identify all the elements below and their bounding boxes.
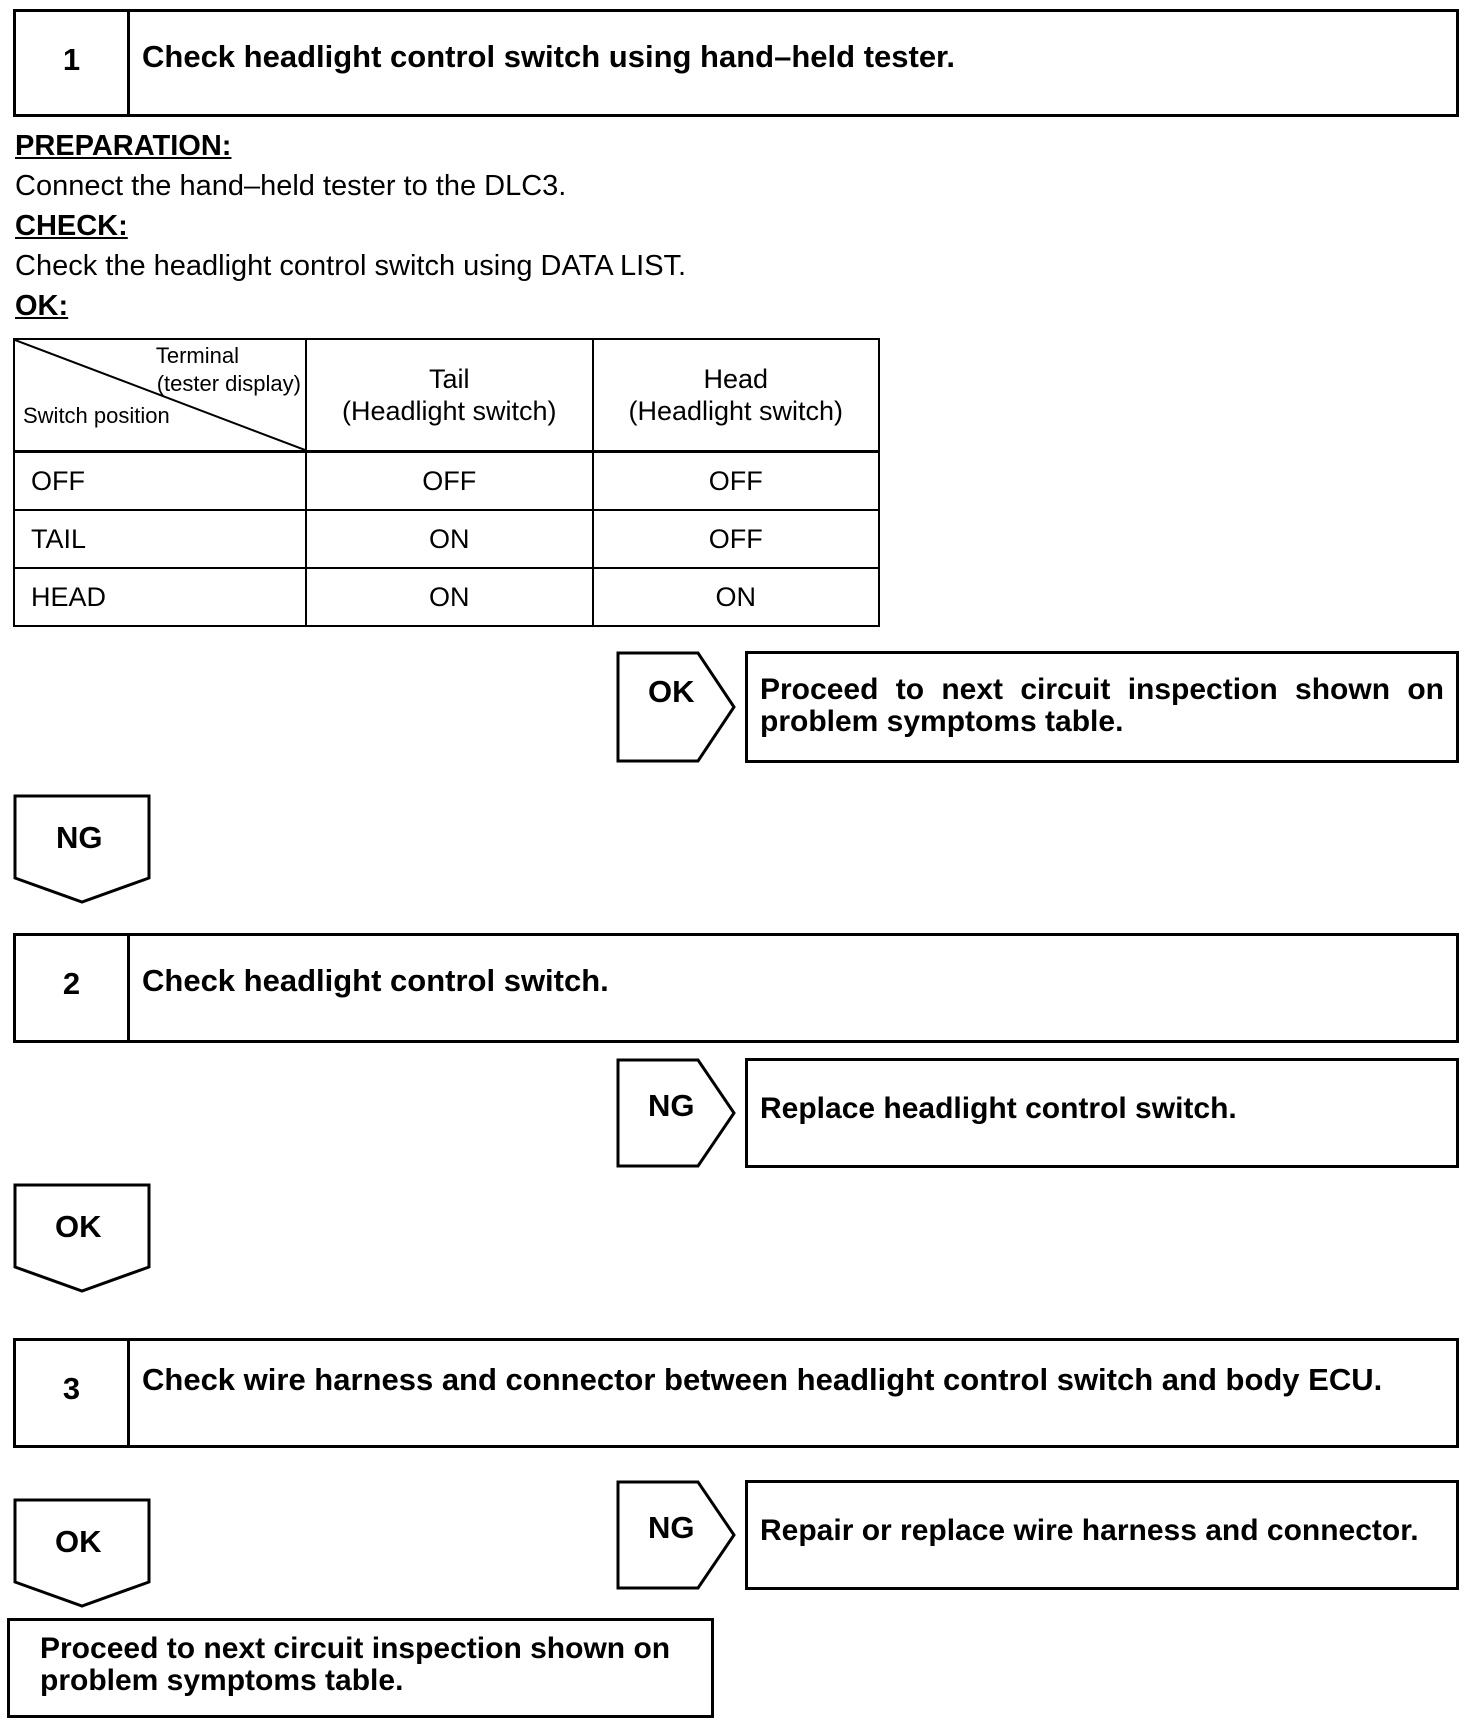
arrow-label: OK [648, 674, 695, 709]
step-number: 3 [16, 1341, 130, 1445]
cell: TAIL [14, 510, 306, 568]
table-header-row [14, 339, 879, 452]
cell: ON [306, 568, 593, 626]
check-text: Check the headlight control switch using DATA LIST. [15, 250, 687, 282]
step-title: Check headlight control switch. [142, 963, 609, 998]
ng-right-arrow [616, 1058, 738, 1168]
ng-right-arrow [616, 1480, 738, 1590]
step-title: Check wire harness and connector between headlight control switch and body ECU. [142, 1362, 1383, 1397]
table-row [14, 452, 879, 511]
step-3-box [13, 1338, 1459, 1448]
step-number: 1 [16, 12, 130, 114]
header-line: Tail [428, 364, 470, 394]
step-2-box [13, 933, 1459, 1043]
header-line: (Headlight switch) [628, 396, 844, 426]
corner-top2: (tester display) [156, 371, 301, 396]
arrow-label: OK [55, 1524, 102, 1559]
check-label: CHECK: [15, 210, 128, 242]
cell: OFF [593, 510, 880, 568]
header-head [593, 339, 880, 452]
final-result-box: Proceed to next circuit inspection shown on problem symptoms table. [7, 1618, 714, 1718]
preparation-text: Connect the hand–held tester to the DLC3. [15, 170, 567, 202]
header-line: (Headlight switch) [341, 396, 557, 426]
preparation-label: PREPARATION: [15, 130, 232, 162]
step-number: 2 [16, 936, 130, 1040]
step-title: Check headlight control switch using hand–held tester. [142, 39, 956, 74]
cell: ON [306, 510, 593, 568]
arrow-label: OK [55, 1209, 102, 1244]
cell: OFF [306, 452, 593, 511]
corner-top: Terminal [155, 343, 239, 368]
ok-label: OK: [15, 290, 69, 322]
arrow-label: NG [648, 1088, 695, 1123]
result-box-1: Proceed to next circuit inspection shown on problem symptoms table. [745, 651, 1459, 763]
corner-cell [14, 339, 306, 452]
result-box-3: Repair or replace wire harness and connector. [745, 1480, 1459, 1590]
arrow-label: NG [56, 820, 103, 855]
table-row [14, 510, 879, 568]
ok-down-arrow [13, 1183, 151, 1295]
cell: OFF [593, 452, 880, 511]
ok-table [13, 338, 880, 627]
cell: HEAD [14, 568, 306, 626]
arrow-label: NG [648, 1510, 695, 1545]
result-box-2: Replace headlight control switch. [745, 1058, 1459, 1168]
header-line: Head [703, 364, 769, 394]
ok-down-arrow [13, 1498, 151, 1610]
ng-down-arrow [13, 794, 151, 906]
cell: OFF [14, 452, 306, 511]
header-tail [306, 339, 593, 452]
corner-bottom: Switch position [23, 403, 170, 428]
cell: ON [593, 568, 880, 626]
table-row [14, 568, 879, 626]
step-1-box [13, 9, 1459, 117]
ok-right-arrow [616, 651, 738, 763]
